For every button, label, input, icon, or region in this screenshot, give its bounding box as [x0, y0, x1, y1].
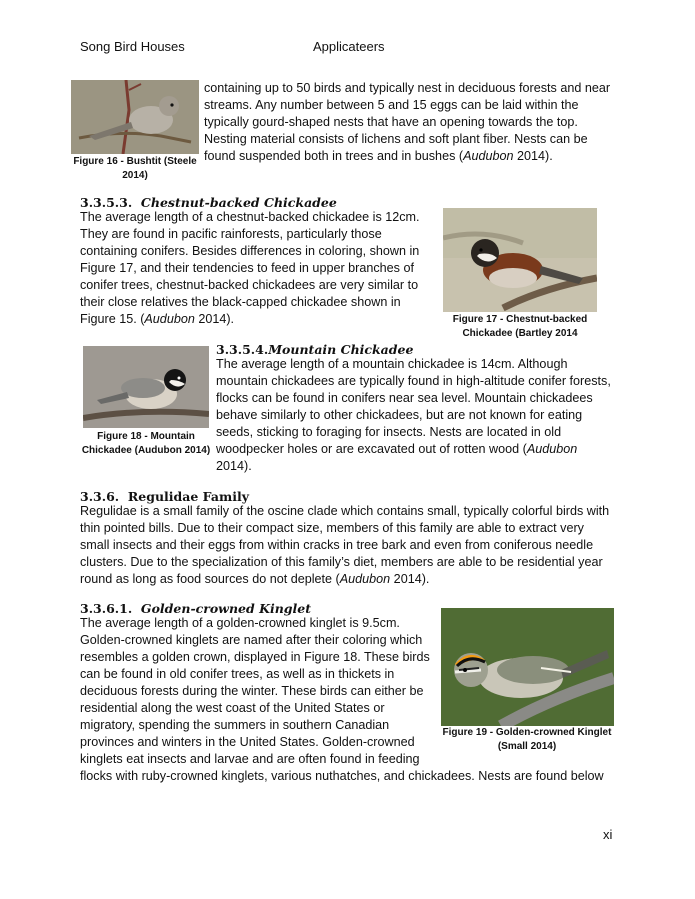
- text-line: kinglets eat insects and larvae and are often found in feeding: [80, 752, 420, 766]
- section-number: 3.3.5.3.: [80, 195, 133, 210]
- text-line: Regulidae is a small family of the oscine clade which contains small, typically colorful birds with: [80, 504, 610, 518]
- regulidae-paragraph: [80, 503, 640, 588]
- text-line: mountain chickadees are typically found in high-altitude conifer forests,: [216, 374, 611, 388]
- text-span: 2014).: [390, 572, 430, 586]
- text-line: can be found in old conifer trees, as well as in thickets in: [80, 667, 395, 681]
- text-span: 2014).: [194, 312, 235, 326]
- section-title: Mountain Chickadee: [268, 342, 414, 357]
- figure-19-caption: [438, 726, 616, 754]
- text-line: provinces and winters in the United States. Golden-crowned: [80, 735, 415, 749]
- text-line: clusters. Due to the specialization of this family’s diet, members are able to be residential year: [80, 555, 603, 569]
- text-span: woodpecker holes or are excavated out of rotten wood (: [216, 442, 527, 456]
- text-line: They are found in pacific rainforests, particularly those: [80, 227, 382, 241]
- text-line: flocks can be found in conifers near sea level. Mountain chickadees: [216, 391, 593, 405]
- figure-16-caption: [70, 155, 200, 183]
- text-line: their close relatives the black-capped chickadee shown in: [80, 295, 401, 309]
- page-number: xi: [603, 827, 613, 842]
- text-line: 2014).: [216, 459, 252, 473]
- text-span: Figure 15. (: [80, 312, 145, 326]
- text-line: conifer trees, chestnut-backed chickadees are very similar to: [80, 278, 419, 292]
- mountain-chickadee-photo: [83, 346, 209, 428]
- text-line: seeds, sticking to foraging for insects. Nests are located in old: [216, 425, 562, 439]
- section-title: Chestnut-backed Chickadee: [140, 195, 337, 210]
- text-line: The average length of a golden-crowned kinglet is 9.5cm.: [80, 616, 400, 630]
- golden-crowned-kinglet-photo: [441, 608, 614, 726]
- text-line: migratory, spending the summers in southern Canadian: [80, 718, 390, 732]
- text-line: The average length of a chestnut-backed chickadee is 12cm.: [80, 210, 420, 224]
- text-line: [80, 311, 425, 328]
- text-span: found suspended both in trees and in bushes (: [204, 149, 464, 163]
- figure-17-caption-line: Figure 17 - Chestnut-backed: [452, 314, 588, 325]
- section-title: Golden-crowned Kinglet: [140, 601, 311, 616]
- text-span: round as long as food sources do not deplete (: [80, 572, 340, 586]
- text-line: [216, 441, 636, 458]
- chestnut-backed-paragraph: [80, 209, 425, 328]
- text-line: behave similarly to other chickadees, but are not known for eating: [216, 408, 583, 422]
- mountain-chickadee-paragraph: [216, 356, 636, 475]
- text-line: small insects and their eggs from within cracks in tree bark and even from coniferous needle: [80, 538, 594, 552]
- figure-18-caption: [78, 430, 214, 458]
- citation-source: Audubon: [144, 312, 195, 326]
- text-line: [80, 571, 640, 588]
- chestnut-backed-chickadee-photo: [443, 208, 597, 312]
- citation-source: Audubon: [526, 442, 578, 456]
- section-number: 3.3.5.4.: [216, 342, 269, 357]
- figure-17-caption: [443, 313, 597, 341]
- citation-source: Audubon: [339, 572, 391, 586]
- running-header-left: Song Bird Houses: [80, 39, 185, 54]
- running-header-center: Applicateers: [313, 39, 385, 54]
- citation-source: Audubon: [463, 149, 514, 163]
- text-line: [204, 148, 624, 165]
- text-line: thin pointed bills. Due to their compact size, members of this family are able to extract very: [80, 521, 584, 535]
- text-line: residential along the west coast of the United States or: [80, 701, 385, 715]
- text-line: resembles a golden crown, displayed in Figure 18. These birds: [80, 650, 430, 664]
- text-line: flocks with ruby-crowned kinglets, various nuthatches, and chickadees. Nests are found below: [80, 769, 604, 783]
- section-title: Regulidae Family: [127, 489, 249, 504]
- text-line: Golden-crowned kinglets are named after their coloring which: [80, 633, 423, 647]
- figure-19-caption-line: Figure 19 - Golden-crowned Kinglet: [442, 727, 612, 738]
- bushtit-photo: [71, 80, 199, 154]
- text-line: Figure 17, and their tendencies to feed in upper branches of: [80, 261, 414, 275]
- figure-19-caption-line: (Small 2014): [497, 741, 557, 752]
- text-line: containing conifers. Besides differences in coloring, shown in: [80, 244, 420, 258]
- figure-18-caption-line: Chickadee (Audubon 2014): [81, 445, 211, 456]
- text-span: 2014).: [513, 149, 553, 163]
- text-line: Nesting material consists of lichens and soft plant fiber. Nests can be: [204, 132, 588, 146]
- text-line: The average length of a mountain chickadee is 14cm. Although: [216, 357, 568, 371]
- text-line: streams. Any number between 5 and 15 eggs can be laid within the: [204, 98, 579, 112]
- section-number: 3.3.6.1.: [80, 601, 133, 616]
- bushtit-paragraph: [204, 80, 624, 165]
- text-line: deciduous forests during the winter. These birds can either be: [80, 684, 424, 698]
- figure-18-caption-line: Figure 18 - Mountain: [97, 431, 195, 442]
- figure-16-caption-line: Figure 16 - Bushtit (Steele: [73, 156, 197, 167]
- text-line: containing up to 50 birds and typically nest in deciduous forests and near: [204, 81, 611, 95]
- figure-17-caption-line: Chickadee (Bartley 2014: [462, 328, 578, 339]
- text-line: typically gourd-shaped nests that have an opening towards the top.: [204, 115, 578, 129]
- figure-16-caption-line: 2014): [122, 170, 148, 181]
- section-number: 3.3.6.: [80, 489, 120, 504]
